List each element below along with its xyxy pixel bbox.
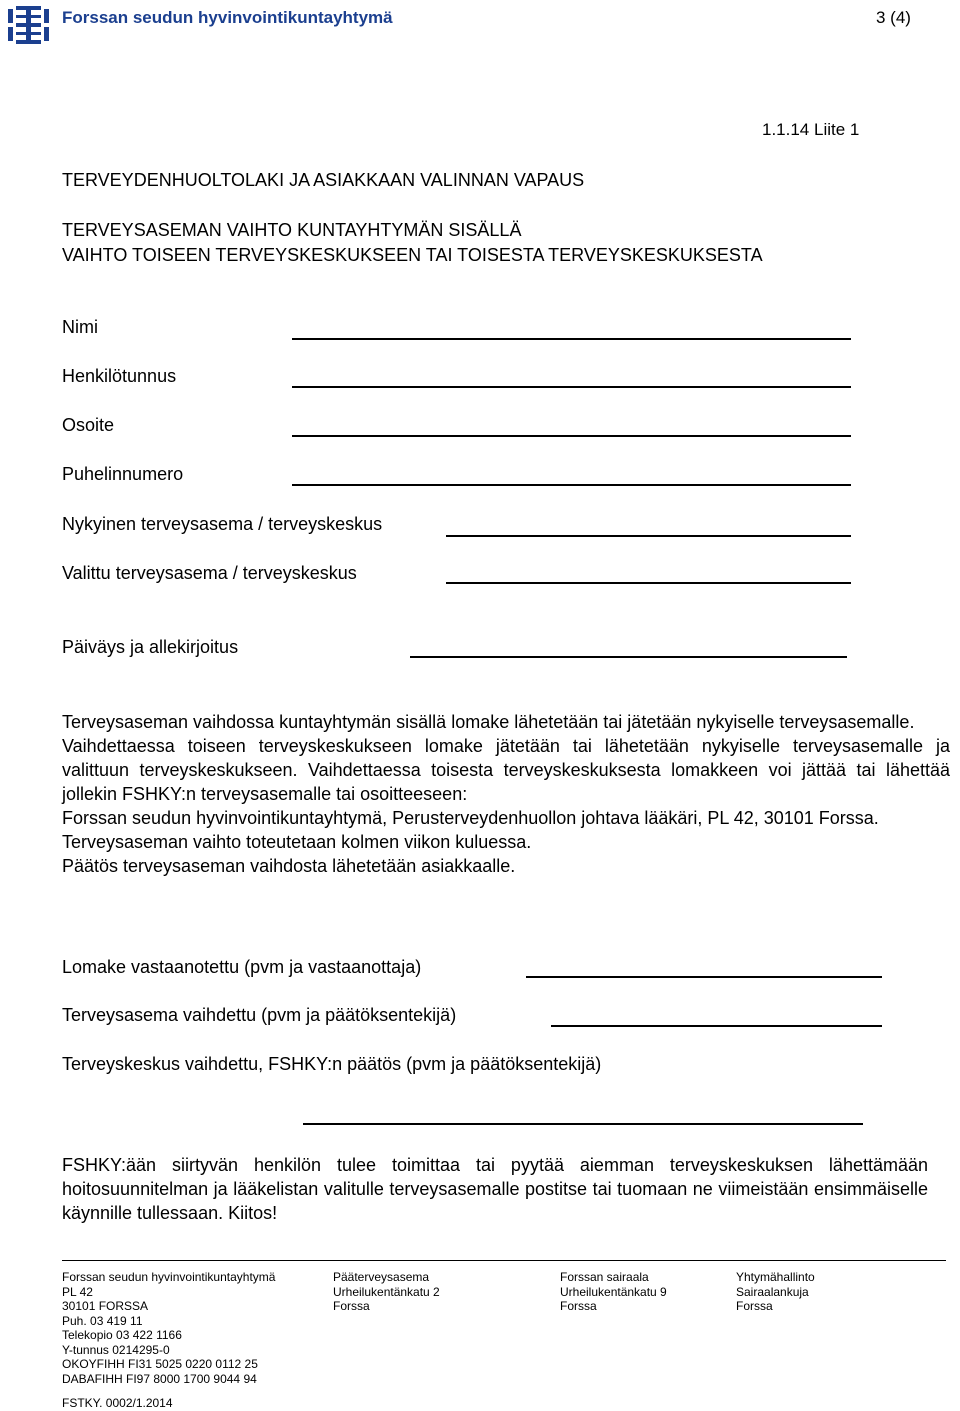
document-code: FSTKY. 0002/1.2014 [62,1396,173,1410]
footer-column-administration [736,1270,815,1314]
footer-divider [62,1260,946,1261]
footer-line: Yhtymähallinto [736,1270,815,1284]
footer-line: DABAFIHH FI97 8000 1700 9044 94 [62,1371,257,1386]
footer-line: OKOYFIHH FI31 5025 0220 0112 25 [62,1357,258,1371]
footer-line: Puh. 03 419 11 [62,1313,143,1328]
ssn-input-line[interactable] [292,386,851,388]
received-input-line[interactable] [526,976,882,978]
footer-column-organization [62,1270,275,1386]
footer-line: Urheilukentänkatu 9 [560,1284,667,1299]
footer-line: Forssa [560,1299,597,1313]
station-changed-input-line[interactable] [551,1025,882,1027]
footer-line: Forssa [333,1299,370,1313]
field-label-current-station: Nykyinen terveysasema / terveyskeskus [62,514,383,534]
footer-line: Forssan sairaala [560,1270,649,1284]
centre-changed-input-line[interactable] [303,1123,863,1125]
footer-line: Urheilukentänkatu 2 [333,1284,440,1299]
receipt-label-centre-changed: Terveyskeskus vaihdettu, FSHKY:n päätös (pvm ja päätöksentekijä) [62,1054,602,1074]
footer-line: Y-tunnus 0214295-0 [62,1342,170,1357]
footer-line: PL 42 [62,1284,93,1299]
current-station-input-line[interactable] [446,535,851,537]
footer-line: Sairaalankuja [736,1284,809,1299]
footer-column-main-station [333,1270,440,1314]
name-input-line[interactable] [292,338,851,340]
instruction-paragraph: Vaihdettaessa toiseen terveyskeskukseen lomake jätetään tai lähetetään nykyiselle terveysasemalle ja valittuun terveyskeskukseen. Vaihdettaessa toisesta terveyskeskuksesta lomakkeen voi jättää tai lähettää jollekin FSHKY:n terveysasemalle tai osoitteeseen: [62,736,950,804]
instructions [62,710,950,878]
document-subtitle [62,218,763,268]
footer-line: 30101 FORSSA [62,1299,149,1313]
field-label-name: Nimi [62,317,98,337]
instruction-paragraph: Terveysaseman vaihto toteutetaan kolmen viikon kuluessa. [62,832,532,852]
phone-input-line[interactable] [292,484,851,486]
receipt-label-station-changed: Terveysasema vaihdettu (pvm ja päätöksentekijä) [62,1005,457,1025]
page-number: 3 (4) [876,8,911,27]
closing-note: FSHKY:ään siirtyvän henkilön tulee toimittaa tai pyytää aiemman terveyskeskuksen lähettämään hoitosuunnitelman ja lääkelistan valitulle terveysasemalle postitse tai tuomaan ne viimeistään ensimmäiselle käynnille tullessaan. Kiitos! [62,1155,928,1223]
footer-line: Forssan seudun hyvinvointikuntayhtymä [62,1270,276,1284]
instruction-paragraph: Terveysaseman vaihdossa kuntayhtymän sisällä lomake lähetetään tai jätetään nykyiselle terveysasemalle. [62,712,915,732]
field-label-address: Osoite [62,415,115,435]
address-input-line[interactable] [292,435,851,437]
document-title: TERVEYDENHUOLTOLAKI JA ASIAKKAAN VALINNAN VAPAUS [62,170,585,190]
organization-name: Forssan seudun hyvinvointikuntayhtymä [62,8,393,27]
instruction-paragraph: Forssan seudun hyvinvointikuntayhtymä, Perusterveydenhuollon johtava lääkäri, PL 42, 30101 Forssa. [62,808,879,828]
document-reference: 1.1.14 Liite 1 [762,120,860,139]
subtitle-line: VAIHTO TOISEEN TERVEYSKESKUKSEEN TAI TOISESTA TERVEYSKESKUKSESTA [62,245,763,265]
signature-input-line[interactable] [410,656,847,658]
subtitle-line: TERVEYSASEMAN VAIHTO KUNTAYHTYMÄN SISÄLLÄ [62,220,522,240]
chosen-station-input-line[interactable] [446,582,851,584]
footer-line: Telekopio 03 422 1166 [62,1328,182,1342]
receipt-label-received: Lomake vastaanotettu (pvm ja vastaanottaja) [62,957,422,977]
field-label-ssn: Henkilötunnus [62,366,177,386]
field-label-date-signature: Päiväys ja allekirjoitus [62,637,239,657]
footer-line: Pääterveysasema [333,1270,430,1284]
organization-logo [8,6,49,44]
field-label-chosen-station: Valittu terveysasema / terveyskeskus [62,563,357,583]
instruction-paragraph: Päätös terveysaseman vaihdosta lähetetään asiakkaalle. [62,856,516,876]
footer-line: Forssa [736,1299,773,1313]
footer-column-hospital [560,1270,667,1314]
field-label-phone: Puhelinnumero [62,464,184,484]
